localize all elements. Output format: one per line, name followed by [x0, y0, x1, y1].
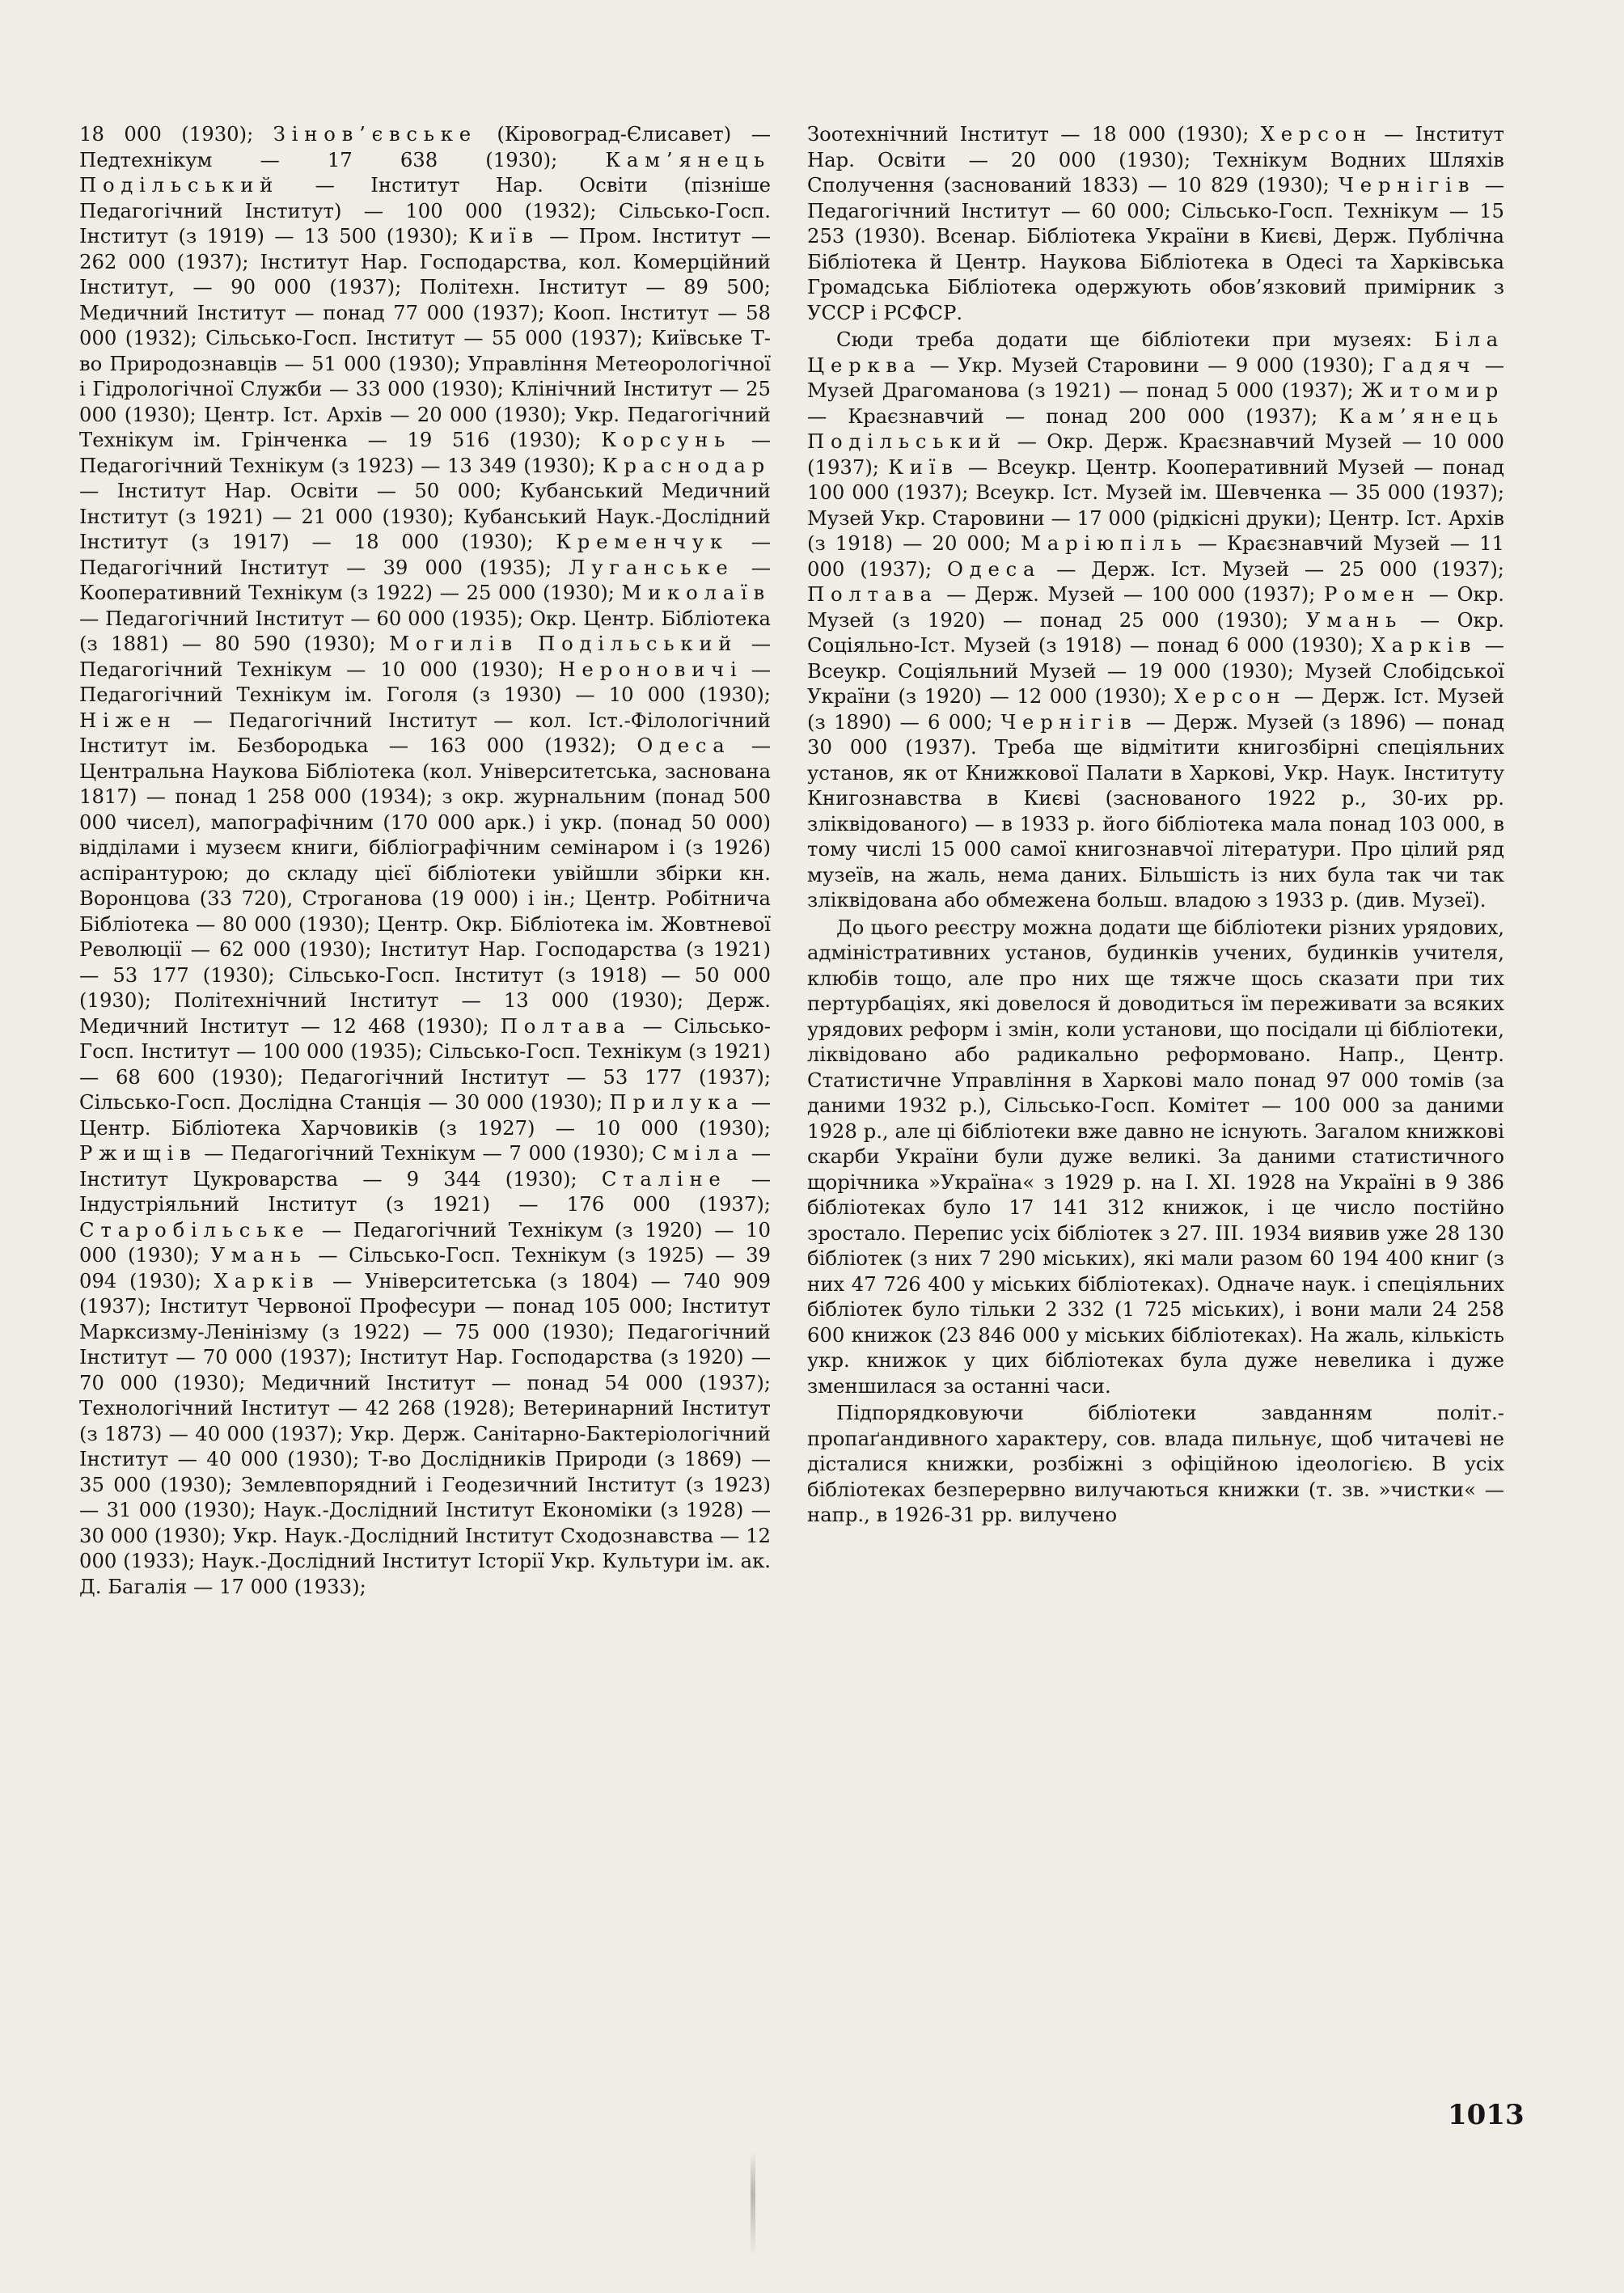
- binding-shadow: [751, 2151, 755, 2257]
- right-paragraph-4: Підпорядковуючи бібліотеки завданням політ.-пропаґандивного характеру, сов. влада пильнує, щоб читачеві не дісталися книжки, розбіжні з офіційною ідеологією. В усіх бібліотеках безперервно вилучаються книжки (т. зв. »чистки« — напр., в 1926-31 рр. вилучено: [807, 1401, 1504, 1526]
- left-paragraph-1: 18 000 (1930); Зінов’євське (Кіровоград-Єлисавет) — Педтехнікум — 17 638 (1930); Кам’янець Подільський — Інститут Нар. Освіти (пізніше Педагогічний Інститут) — 100 000 (1932); Сільсько-Госп. Інститут (з 1919) — 13 500 (1930); Київ — Пром. Інститут — 262 000 (1937); Інститут Нар. Господарства, кол. Комерційний Інститут, — 90 000 (1937); Політехн. Інститут — 89 500; Медичний Інститут — понад 77 000 (1937); Кооп. Інститут — 58 000 (1932); Сільсько-Госп. Інститут — 55 000 (1937); Київське Т-во Природознавців — 51 000 (1930); Управління Метеорологічної і Гідрологічної Служби — 33 000 (1930); Клінічний Інститут — 25 000 (1930); Центр. Іст. Архів — 20 000 (1930); Укр. Педагогічний Технікум ім. Грінченка — 19 516 (1930); Корсунь — Педагогічний Технікум (з 1923) — 13 349 (1930); Краснодар — Інститут Нар. Освіти — 50 000; Кубанський Медичний Інститут (з 1921) — 21 000 (1930); Кубанський Наук.-Дослідний Інститут (з 1917) — 18 000 (1930); Кременчук — Педагогічний Інститут — 39 000 (1935); Луганське — Кооперативний Технікум (з 1922) — 25 000 (1930); Миколаїв — Педагогічний Інститут — 60 000 (1935); Окр. Центр. Бібліотека (з 1881) — 80 590 (1930); Могилів Подільський — Педагогічний Технікум — 10 000 (1930); Нероновичі — Педагогічний Технікум ім. Гоголя (з 1930) — 10 000 (1930); Ніжен — Педагогічний Інститут — кол. Іст.-Філологічний Інститут ім. Безбородька — 163 000 (1932); Одеса — Центральна Наукова Бібліотека (кол. Університетська, заснована 1817) — понад 1 258 000 (1934); з окр. журнальним (понад 500 000 чисел), мапографічним (170 000 арк.) і укр. (понад 50 000) відділами і музеєм книги, бібліографічним семінаром і (з 1926) аспірантурою; до складу цієї бібліотеки увійшли збірки кн. Воронцова (33 720), Строганова (19 000) і ін.; Центр. Робітнича Бібліотека — 80 000 (1930); Центр. Окр. Бібліотека ім. Жовтневої Революції — 62 000 (1930); Інститут Нар. Господарства (з 1921) — 53 177 (1930); Сільсько-Госп. Інститут (з 1918) — 50 000 (1930); Політехнічний Інститут — 13 000 (1930); Держ. Медичний Інститут — 12 468 (1930); Полтава — Сільсько-Госп. Інститут — 100 000 (1935); Сільсько-Госп. Технікум (з 1921) — 68 600 (1930); Педагогічний Інститут — 53 177 (1937); Сільсько-Госп. Дослідна Станція — 30 000 (1930); Прилука — Центр. Бібліотека Харчовиків (з 1927) — 10 000 (1930); Ржищів — Педагогічний Технікум — 7 000 (1930); Сміла — Інститут Цукроварства — 9 344 (1930); Сталіне — Індустріяльний Інститут (з 1921) — 176 000 (1937); Старобільське — Педагогічний Технікум (з 1920) — 10 000 (1930); Умань — Сільсько-Госп. Технікум (з 1925) — 39 094 (1930); Харків — Університетська (з 1804) — 740 909 (1937); Інститут Червоної Професури — понад 105 000; Інститут Марксизму-Ленінізму (з 1922) — 75 000 (1930); Педагогічний Інститут — 70 000 (1937); Інститут Нар. Господарства (з 1920) — 70 000 (1930); Медичний Інститут — понад 54 000 (1937); Технологічний Інститут — 42 268 (1928); Ветеринарний Інститут (з 1873) — 40 000 (1937); Укр. Держ. Санітарно-Бактеріологічний Інститут — 40 000 (1930); Т-во Дослідників Природи (з 1869) — 35 000 (1930); Землевпорядний і Геодезичний Інститут (з 1923) — 31 000 (1930); Наук.-Дослідний Інститут Економіки (з 1928) — 30 000 (1930); Укр. Наук.-Дослідний Інститут Сходознавства — 12 000 (1933); Наук.-Дослідний Інститут Історії Укр. Культури ім. ак. Д. Багалія — 17 000 (1933);: [79, 122, 772, 1598]
- right-paragraph-2: Сюди треба додати ще бібліотеки при музеях: Біла Церква — Укр. Музей Старовини — 9 000 (1930); Гадяч — Музей Драгоманова (з 1921) — понад 5 000 (1937); Житомир — Краєзнавчий — понад 200 000 (1937); Кам’янець Подільський — Окр. Держ. Краєзнавчий Музей — 10 000 (1937); Київ — Всеукр. Центр. Кооперативний Музей — понад 100 000 (1937); Всеукр. Іст. Музей ім. Шевченка — 35 000 (1937); Музей Укр. Старовини — 17 000 (рідкісні друки); Центр. Іст. Архів (з 1918) — 20 000; Маріюпіль — Краєзнавчий Музей — 11 000 (1937); Одеса — Держ. Іст. Музей — 25 000 (1937); Полтава — Держ. Музей — 100 000 (1937); Ромен — Окр. Музей (з 1920) — понад 25 000 (1930); Умань — Окр. Соціяльно-Іст. Музей (з 1918) — понад 6 000 (1930); Харків — Всеукр. Соціяльний Музей — 19 000 (1930); Музей Слобідської України (з 1920) — 12 000 (1930); Херсон — Держ. Іст. Музей (з 1890) — 6 000; Чернігів — Держ. Музей (з 1896) — понад 30 000 (1937). Треба ще відмітити книгозбірні спеціяльних установ, як от Книжкової Палати в Харкові, Укр. Наук. Інституту Книгознавства в Києві (заснованого 1922 р., 30-их рр. зліквідованого) — в 1933 р. його бібліотека мала понад 103 000, в тому числі 15 000 самої книгознавчої літератури. Про цілий ряд музеїв, на жаль, нема даних. Більшість із них була так чи так зліквідована або обмежена больш. владою з 1933 р. (див. Музеї).: [807, 328, 1505, 912]
- right-paragraph-1: Зоотехнічний Інститут — 18 000 (1930); Херсон — Інститут Нар. Освіти — 20 000 (1930); Технікум Водних Шляхів Сполучення (заснований 1833) — 10 829 (1930); Чернігів — Педагогічний Інститут — 60 000; Сільсько-Госп. Технікум — 15 253 (1930). Всенар. Бібліотека України в Києві, Держ. Публічна Бібліотека й Центр. Наукова Бібліотека в Одесі та Харківська Громадська Бібліотека одержують обов’язковий примірник з УССР і РСФСР.: [807, 122, 1504, 324]
- left-column: [79, 121, 771, 1599]
- right-paragraph-3: До цього реєстру можна додати ще бібліотеки різних урядових, адміністративних установ, будинків учених, будинків учителя, клюбів тощо, але про них ще тяжче щось сказати при тих пертурбаціях, які довелося й доводиться їм переживати за всяких урядових реформ і змін, коли установи, що посідали ці бібліотеки, ліквідовано або радикально реформовано. Напр., Центр. Статистичне Управління в Харкові мало понад 97 000 томів (за даними 1932 р.), Сільсько-Госп. Комітет — 100 000 за даними 1928 р., але ці бібліотеки вже давно не існують. Загалом книжкові скарби України були дуже великі. За даними статистичного щорічника »Україна« з 1929 р. на I. XI. 1928 на Україні в 9 386 бібліотеках було 17 141 312 книжок, і це число постійно зростало. Перепис усіх бібліотек з 27. III. 1934 виявив уже 28 130 бібліотек (з них 7 290 міських), які мали разом 60 194 400 книг (з них 47 726 400 у міських бібліотеках). Одначе наук. і спеціяльних бібліотек було тільки 2 332 (1 725 міських), і вони мали 24 258 600 книжок (23 846 000 у міських бібліотеках). На жаль, кількість укр. книжок у цих бібліотеках була дуже невелика і дуже зменшилася за останні часи.: [807, 915, 1504, 1398]
- right-column: [807, 121, 1504, 1528]
- page-number: 1013: [1448, 2099, 1525, 2131]
